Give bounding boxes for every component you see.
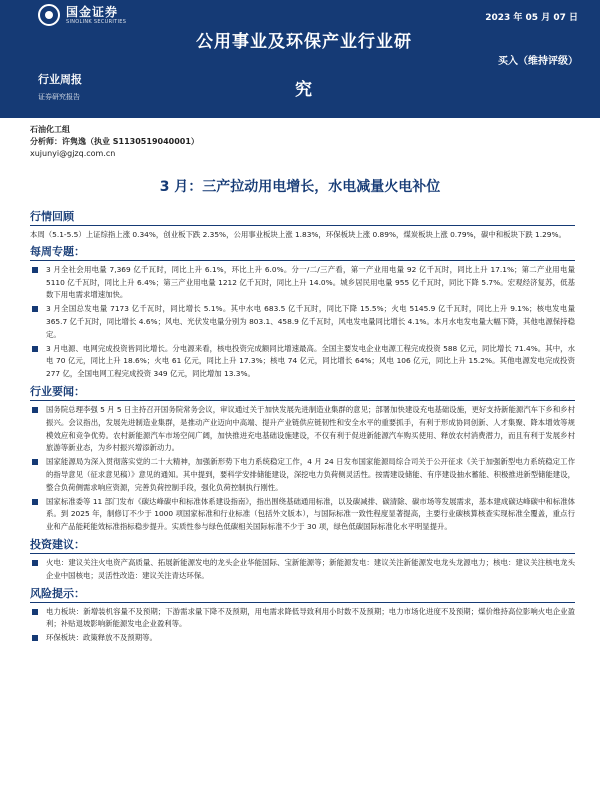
section-title: 行业要闻：: [30, 385, 575, 401]
logo-icon: [38, 4, 60, 26]
section-industry-news: [30, 385, 575, 534]
bullet-icon: [32, 499, 38, 505]
list-item: [30, 303, 575, 341]
section-title: 每周专题：: [30, 245, 575, 261]
list-item: [30, 606, 575, 632]
list-item: [30, 404, 575, 455]
section-risk-warning: [30, 587, 575, 645]
report-title: 3 月：三产拉动用电增长，水电减量火电补位: [159, 179, 441, 195]
list-item-text: 3 月全社会用电量 7,369 亿千瓦时，同比上升 6.1%，环比上升 6.0%。分一/二/三产看，第一产业用电量 92 亿千瓦时，同比上升 17.1%；第二产业用电量 5110 亿千瓦时，同比上升 6.4%；第三产业用电量 1212 亿千瓦时，同比上升 14.0%。城乡居民用电量 955 亿千瓦时，同比下降 5.7%。宏观经济复苏，低基数下用电需求增速加快。: [46, 264, 575, 300]
analyst-group: 石油化工组: [30, 125, 70, 134]
section-market-review: [30, 210, 575, 242]
bullet-icon: [32, 267, 38, 273]
bullet-icon: [32, 407, 38, 413]
title-line-1: 公用事业及环保产业行业研: [196, 32, 412, 52]
report-date: 2023 年 05 月 07 日: [485, 13, 578, 23]
report-body: [30, 210, 575, 646]
bullet-icon: [32, 635, 38, 641]
list-item: [30, 557, 575, 583]
list-item-text: 3 月电源、电网完成投资皆同比增长。分电源来看，核电投资完成额同比增速最高。全国主要发电企业电源工程完成投资 588 亿元，同比增长 71.4%。其中，水电 70 亿元，同比上升 18.6%；火电 61 亿元，同比上升 17.3%；核电 74 亿元，同比增长 64%；风电 106 亿元，同比上升 15.2%。其他电源发电完成投资 277 亿，全国电网工程完成投资 349 亿元，同比增加 13.3%。: [46, 343, 575, 379]
section-weekly-topic: [30, 245, 575, 381]
list-item-text: 国家能源局为深入贯彻落实党的二十大精神，加强新形势下电力系统稳定工作，4 月 24 日发布国家能源局综合司关于公开征求《关于加强新型电力系统稳定工作的指导意见（征求意见稿）》意见的通知。其中提到，要科学安排储能建设，深挖电力负荷侧灵活性。按需建设储能、有序建设抽水蓄能、积极推进新型储能建设，整合负荷侧需求响应资源，完善负荷控制手段，强化负荷控制执行刚性。: [46, 457, 575, 492]
list-item-text: 环保板块：政策释放不及预期等。: [46, 633, 157, 643]
rating-badge: 买入（维持评级）: [498, 56, 578, 67]
bullet-icon: [32, 346, 38, 352]
section-title: 行情回顾: [30, 210, 575, 226]
header-brand-panel: [26, 0, 138, 118]
report-type: 行业周报: [38, 73, 82, 86]
bullet-icon: [32, 306, 38, 312]
report-category-title: [170, 18, 438, 114]
list-item: [30, 496, 575, 534]
list-item: [30, 264, 575, 302]
section-investment-advice: [30, 538, 575, 583]
list-item-text: 电力板块：新增装机容量不及预期；下游需求量下降不及预期，用电需求降低导致利用小时数不及预期；电力市场化进度不及预期；煤价维持高位影响火电企业盈利；补贴退坡影响新能源发电企业盈利等。: [46, 606, 575, 629]
analyst-info: [30, 124, 199, 160]
list-item: [30, 456, 575, 494]
title-line-2: 究: [295, 80, 313, 100]
section-title: 投资建议：: [30, 538, 575, 554]
list-item: [30, 343, 575, 381]
section-title: 风险提示：: [30, 587, 575, 603]
analyst-name: 分析师：许隽逸（执业 S1130519040001）: [30, 137, 199, 146]
logo-name-cn: 国金证券: [66, 4, 119, 19]
report-header: [0, 0, 600, 118]
report-subtype: 证券研究报告: [38, 93, 80, 101]
list-item-text: 国家标准委等 11 部门发布《碳达峰碳中和标准体系建设指南》，指出围绕基础通用标准，以及碳减排、碳清除、碳市场等发展需求，基本建成碳达峰碳中和标准体系。到 2025 年，制修订不少于 1000 项国家标准和行业标准（包括外文版本），与国际标准一致性程度显著提高，主要行业碳核算核查实现标准全覆盖，重点行业和产品能耗能效标准指标稳步提升。实质性参与绿色低碳相关国际标准不少于 30 项，绿色低碳国际标准化水平明显提升。: [46, 496, 575, 532]
list-item-text: 国务院总理李强 5 月 5 日主持召开国务院常务会议，审议通过关于加快发展先进制造业集群的意见；部署加快建设充电基础设施，更好支持新能源汽车下乡和乡村振兴。会议指出，发展先进制造业集群，是推动产业迈向中高端、提升产业链供应链韧性和安全水平的重要抓手，有利于形成协同创新、人才集聚、降本增效等规模效应和竞争优势。农村新能源汽车市场空间广阔，加快推进充电基础设施建设，不仅有利于促进新能源汽车购买使用、释放农村消费潜力，而且有利于发展乡村旅游等新业态，为乡村振兴增添新动力。: [46, 404, 575, 453]
list-item-text: 火电：建议关注火电资产高质量、拓展新能源发电的龙头企业华能国际、宝新能源等；新能源发电：建议关注新能源发电龙头龙源电力；核电：建议关注核电龙头企业中国核电；灵活性改造：建议关注青达环保。: [46, 557, 575, 580]
list-item-text: 3 月全国总发电量 7173 亿千瓦时，同比增长 5.1%。其中水电 683.5 亿千瓦时，同比下降 15.5%；火电 5145.9 亿千瓦时，同比上升 9.1%；核电发电量 365.7 亿千瓦时，同比增长 4.6%；风电、光伏发电量分别为 803.1、458.9 亿千瓦时，风电发电量同比增长 4.1%。本月水电发电量大幅下降，其他电源保持稳定。: [46, 304, 575, 339]
list-item: [30, 632, 575, 645]
section-paragraph: 本周（5.1-5.5）上证综指上涨 0.34%，创业板下跌 2.35%，公用事业板块上涨 1.83%，环保板块上涨 0.89%，煤炭板块上涨 0.79%，碳中和板块下跌 1.29%。: [30, 230, 566, 239]
bullet-icon: [32, 560, 38, 566]
bullet-icon: [32, 609, 38, 615]
company-logo: [38, 4, 126, 26]
logo-name-en: SINOLINK SECURITIES: [66, 18, 127, 25]
bullet-icon: [32, 459, 38, 465]
analyst-email[interactable]: xujunyi@gjzq.com.cn: [30, 149, 116, 158]
